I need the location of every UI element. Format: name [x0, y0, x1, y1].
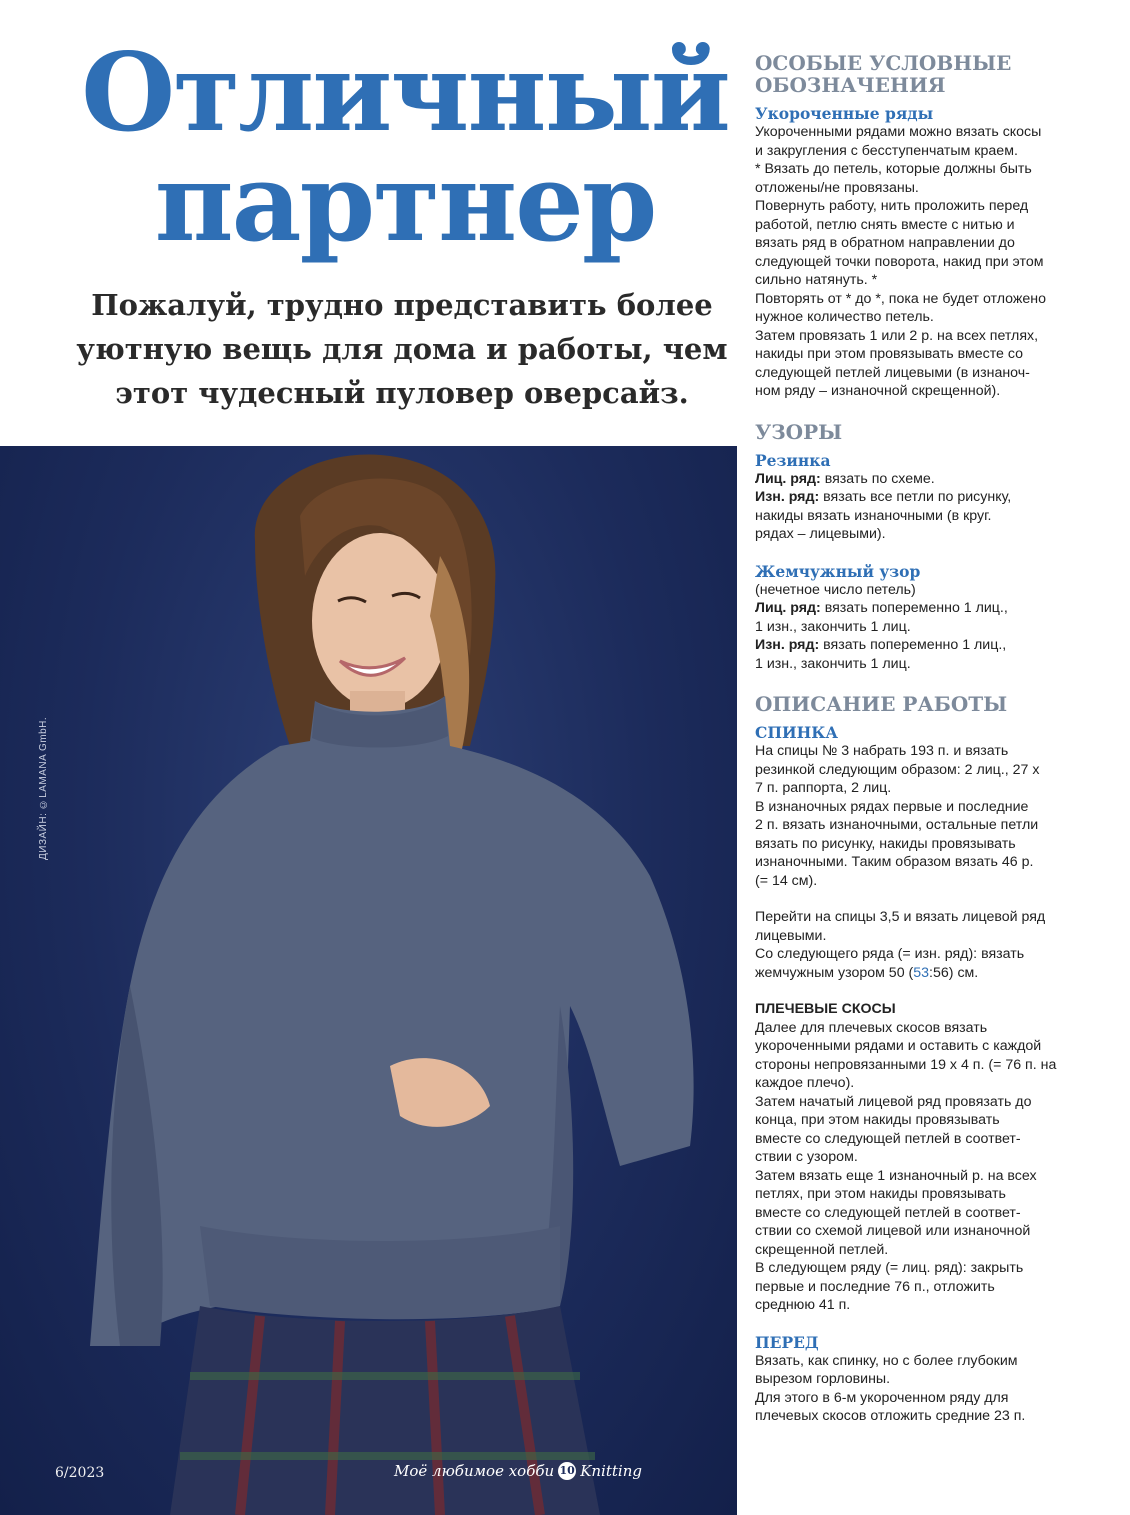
- front-text: Вязать, как спинку, но с более глубоким вырезом горловины. Для этого в 6-м укороченном ряду для плечевых скосов отложить средние 23 п.: [755, 1352, 1026, 1424]
- seed-row-1-label: Лиц. ряд:: [755, 600, 821, 616]
- rib-row-1: [755, 470, 1105, 489]
- seed-row-2-text: вязать попеременно 1 лиц., 1 изн., закончить 1 лиц.: [755, 637, 1007, 672]
- rib-row-1-label: Лиц. ряд:: [755, 470, 821, 487]
- section-name: Knitting: [580, 1462, 642, 1480]
- seed-row-2: [755, 636, 1105, 673]
- special-notes-heading: [755, 52, 1105, 96]
- article-lead: Пожалуй, трудно представить более уютную вещь для дома и работы, чем этот чудесный пуловер оверсайз.: [76, 288, 728, 410]
- article-title: [70, 30, 740, 266]
- front-title: ПЕРЕД: [755, 1332, 819, 1352]
- short-rows-text: Укороченными рядами можно вязать скосы и закругления с бесступенчатым краем. * Вязать до петель, которые должны быть отложены/не провязаны. Повернуть работу, нить проложить перед работой, петлю снять вместе с нитью и вязать ряд в обратном направлении до следующей точки поворота, накид при этом сильно натянуть. * Повторять от * до *, пока не будет отложено нужное количество петель. Затем провязать 1 или 2 р. на всех петлях, накиды при этом провязывать вместе со следующей петлей лицевыми (в изнаноч- ном ряду – изнаночной скрещенной).: [755, 124, 1046, 399]
- seed-row-1: [755, 599, 1105, 636]
- back-title: СПИНКА: [755, 723, 838, 742]
- back-text-1: На спицы № 3 набрать 193 п. и вязать резинкой следующим образом: 2 лиц., 27 х 7 п. раппорта, 2 лиц. В изнаночных рядах первые и последние 2 п. вязать изнаночными, остальные петли вязать по рисунку, накиды провязывать изнаночными. Таким образом вязать 46 р. (= 14 см).: [755, 743, 1040, 889]
- seed-row-2-label: Изн. ряд:: [755, 637, 820, 653]
- back-text-2: [755, 908, 1105, 982]
- issue-number: 6/2023: [55, 1465, 105, 1481]
- rib-row-1-text: вязать по схеме.: [820, 470, 935, 487]
- title-line-1: Отличный: [81, 30, 729, 156]
- size-value-b: 56: [933, 964, 949, 981]
- magazine-footer: [394, 1462, 642, 1480]
- instructions-column: [755, 52, 1105, 1426]
- design-credit: ДИЗАЙН: ©LAMANA GmbH.: [38, 716, 49, 860]
- special-heading-line-1: ОСОБЫЕ УСЛОВНЫЕ: [755, 51, 1012, 75]
- title-line-2: партнер: [154, 140, 656, 266]
- short-rows-title: Укороченные ряды: [755, 104, 934, 123]
- shoulder-slopes-text: Далее для плечевых скосов вязать укороченными рядами и оставить с каждой стороны непровязанными 19 х 4 п. (= 76 п. на каждое плечо). Затем начатый лицевой ряд провязать до конца, при этом накиды провязывать вместе со следующей петлей в соответ- ствии с узором. Затем вязать еще 1 изнаночный р. на всех петлях, при этом накиды провязывать вместе со следующей петлей в соответ- ствии со схемой лицевой или изнаночной скрещенной петлей. В следующем ряду (= лиц. ряд): закрыть первые и последние 76 п., отложить среднюю 41 п.: [755, 1019, 1057, 1313]
- rib-title: Резинка: [755, 450, 831, 470]
- shoulder-slopes-title: ПЛЕЧЕВЫЕ СКОСЫ: [755, 1001, 896, 1017]
- rib-row-2: [755, 488, 1105, 544]
- back-text-2-end: ) см.: [948, 964, 979, 981]
- size-separator: :: [929, 964, 933, 981]
- page-number: 10: [558, 1462, 576, 1480]
- patterns-heading: УЗОРЫ: [755, 419, 843, 444]
- seed-stitch-note: (нечетное число петель): [755, 581, 916, 598]
- rib-row-2-text: вязать все петли по рисунку, накиды вязать изнаночными (в круг. рядах – лицевыми).: [755, 489, 1012, 542]
- seed-stitch-title: Жемчужный узор: [755, 561, 921, 581]
- back-text-2-main: Перейти на спицы 3,5 и вязать лицевой ряд лицевыми. Со следующего ряда (= изн. ряд): вязать жемчужным узором 50 (: [755, 909, 1046, 981]
- rib-row-2-label: Изн. ряд:: [755, 489, 820, 505]
- model-illustration: [0, 446, 737, 1515]
- seed-row-1-text: вязать попеременно 1 лиц., 1 изн., закончить 1 лиц.: [755, 600, 1008, 635]
- size-value-a: 53: [913, 964, 930, 981]
- work-description-heading: ОПИСАНИЕ РАБОТЫ: [755, 692, 1008, 716]
- special-heading-line-2: ОБОЗНАЧЕНИЯ: [755, 73, 946, 97]
- magazine-name: Моё любимое хобби: [394, 1462, 555, 1480]
- model-photo: [0, 446, 737, 1515]
